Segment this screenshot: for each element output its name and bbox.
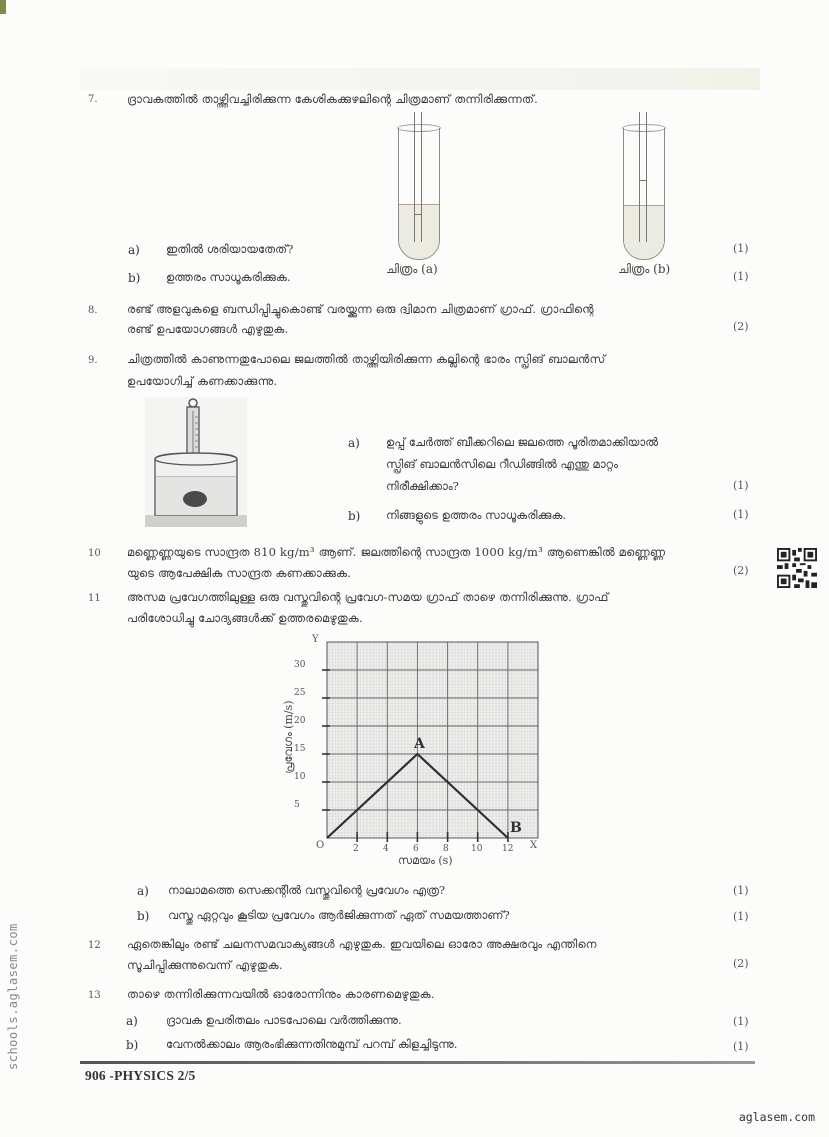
y-axis-letter: Y (312, 634, 319, 645)
footer-divider (80, 1061, 755, 1064)
q9a-line2: സ്പ്രിങ് ബാലൻസിലെ റീഡിങ്ങിൽ എന്തു മാറ്റം (386, 457, 618, 471)
subject-code: 906 -PHYSICS 2/5 (85, 1068, 196, 1083)
capillary-b-level (639, 180, 647, 181)
q13-text: താഴെ തന്നിരിക്കുന്നവയിൽ ഓരോന്നിനും കാരണമെഴുതുക. (127, 987, 435, 1001)
q7-text: ദ്രാവകത്തിൽ താഴ്ത്തിവച്ചിരിക്കുന്ന കേശികക്കുഴലിന്റെ ചിത്രമാണ് തന്നിരിക്കുന്നത്. (127, 92, 538, 106)
q13a-label: a) (126, 1014, 138, 1028)
q11b-text: വസ്തു ഏറ്റവും കൂടിയ പ്രവേഗം ആർജിക്കുന്നത് ഏത് സമയത്താണ്? (168, 908, 510, 922)
q10-marks: (2) (733, 564, 749, 577)
y-tick-5: 5 (294, 800, 300, 810)
spring-balance-icon (145, 397, 247, 527)
q9a-line1: ഉപ്പ് ചേർത്ത് ബീക്കറിലെ ജലത്തെ പൂരിതമാക്കിയാൽ (386, 435, 659, 449)
capillary-a (414, 112, 422, 242)
q7-number: 7. (88, 94, 98, 105)
x-tick-6: 6 (413, 844, 419, 854)
q13a-marks: (1) (733, 1015, 749, 1028)
y-tick-15: 15 (294, 744, 306, 754)
q7b-label: b) (128, 271, 141, 285)
q7b-marks: (1) (733, 270, 749, 283)
q11-line2: പരിശോധിച്ചു ചോദ്യങ്ങൾക്ക് ഉത്തരമെഴുതുക. (127, 611, 363, 625)
x-tick-10: 10 (471, 844, 483, 854)
q9b-marks: (1) (733, 508, 749, 521)
q11a-text: നാലാമത്തെ സെക്കന്റിൽ വസ്തുവിന്റെ പ്രവേഗം എത്ര? (168, 883, 446, 897)
x-tick-2: 2 (353, 844, 359, 854)
qr-code-icon (777, 548, 817, 588)
capillary-a-level (414, 214, 422, 215)
corner-mark (0, 0, 6, 14)
point-b-label: B (510, 820, 522, 836)
q12-marks: (2) (733, 957, 749, 970)
q9a-marks: (1) (733, 479, 749, 492)
y-tick-20: 20 (294, 716, 306, 726)
q10-line2: യുടെ ആപേക്ഷിക സാന്ദ്രത കണക്കാക്കുക. (127, 566, 352, 580)
figure-b-caption: ചിത്രം (b) (618, 262, 671, 276)
q11-number: 11 (88, 593, 101, 604)
q7a-text: ഇതിൽ ശരിയായതേത്? (166, 242, 294, 256)
point-a-label: A (414, 736, 425, 752)
q13-number: 13 (88, 990, 101, 1001)
faint-header-band (80, 68, 760, 90)
q11b-label: b) (137, 909, 150, 923)
spring-balance-beaker-figure (145, 397, 247, 527)
q11a-marks: (1) (733, 884, 749, 897)
q12-number: 12 (88, 940, 101, 951)
q8-line1: രണ്ട് അളവുകളെ ബന്ധിപ്പിച്ചുകൊണ്ട് വരയ്ക്കുന്ന ഒരു ദ്വിമാന ചിത്രമാണ് ഗ്രാഫ്. ഗ്രാഫിന്റെ (127, 302, 594, 316)
q9-line2: ഉപയോഗിച്ച് കണക്കാക്കുന്നു. (127, 374, 278, 388)
q13b-text: വേനൽക്കാലം ആരംഭിക്കുന്നതിനുമുമ്പ് പറമ്പ് കിളച്ചിടുന്നു. (166, 1037, 458, 1051)
y-axis-label: പ്രവേഗം (m/s) (282, 700, 295, 774)
q11-line1: അസമ പ്രവേഗത്തിലുള്ള ഒരു വസ്തുവിന്റെ പ്രവേഗ-സമയ ഗ്രാഫ് താഴെ തന്നിരിക്കുന്നു. ഗ്രാഫ് (127, 590, 609, 604)
q9b-label: b) (348, 509, 361, 523)
capillary-b (639, 112, 647, 242)
y-tick-30: 30 (294, 660, 306, 670)
velocity-time-graph (282, 634, 550, 874)
q8-marks: (2) (733, 320, 749, 333)
x-axis-label: സമയം (s) (398, 854, 453, 867)
q9-line1: ചിത്രത്തിൽ കാണുന്നതുപോലെ ജലത്തിൽ താഴ്ത്തിയിരിക്കുന്ന കല്ലിന്റെ ഭാരം സ്പ്രിങ് ബാലൻസ് (127, 352, 606, 366)
q9b-text: നിങ്ങളുടെ ഉത്തരം സാധൂകരിക്കുക. (386, 508, 567, 522)
q13a-text: ദ്രാവക ഉപരിതലം പാടപോലെ വർത്തിക്കുന്നു. (166, 1013, 402, 1027)
q11a-label: a) (137, 884, 149, 898)
q9a-line3: നിരീക്ഷിക്കാം? (386, 479, 459, 493)
q11b-marks: (1) (733, 910, 749, 923)
q7b-text: ഉത്തരം സാധൂകരിക്കുക. (166, 270, 291, 284)
q7a-label: a) (128, 243, 140, 257)
figure-a-caption: ചിത്രം (a) (386, 262, 438, 276)
x-tick-4: 4 (383, 844, 389, 854)
q10-number: 10 (88, 548, 101, 559)
y-tick-25: 25 (294, 688, 306, 698)
q9-number: 9. (88, 355, 98, 366)
q8-number: 8. (88, 305, 98, 316)
q13b-label: b) (126, 1038, 139, 1052)
side-watermark: schools.aglasem.com (6, 923, 20, 1070)
q10-line1: മണ്ണെണ്ണയുടെ സാന്ദ്രത 810 kg/m³ ആണ്. ജലത്തിന്റെ സാന്ദ്രത 1000 kg/m³ ആണെങ്കിൽ മണ്ണെണ്ണ (127, 545, 666, 559)
q13b-marks: (1) (733, 1040, 749, 1053)
q9a-label: a) (348, 436, 360, 450)
q12-line1: ഏതെങ്കിലും രണ്ട് ചലനസമവാക്യങ്ങൾ എഴുതുക. ഇവയിലെ ഓരോ അക്ഷരവും എന്തിനെ (127, 937, 597, 951)
corner-watermark: aglasem.com (738, 1110, 815, 1124)
q8-line2: രണ്ട് ഉപയോഗങ്ങൾ എഴുതുക. (127, 322, 289, 336)
origin-label: O (316, 840, 325, 851)
y-tick-10: 10 (294, 772, 306, 782)
q7a-marks: (1) (733, 242, 749, 255)
x-tick-12: 12 (502, 844, 514, 854)
q12-line2: സൂചിപ്പിക്കുന്നുവെന്ന് എഴുതുക. (127, 958, 283, 972)
x-tick-8: 8 (443, 844, 449, 854)
x-axis-letter: X (530, 840, 538, 851)
